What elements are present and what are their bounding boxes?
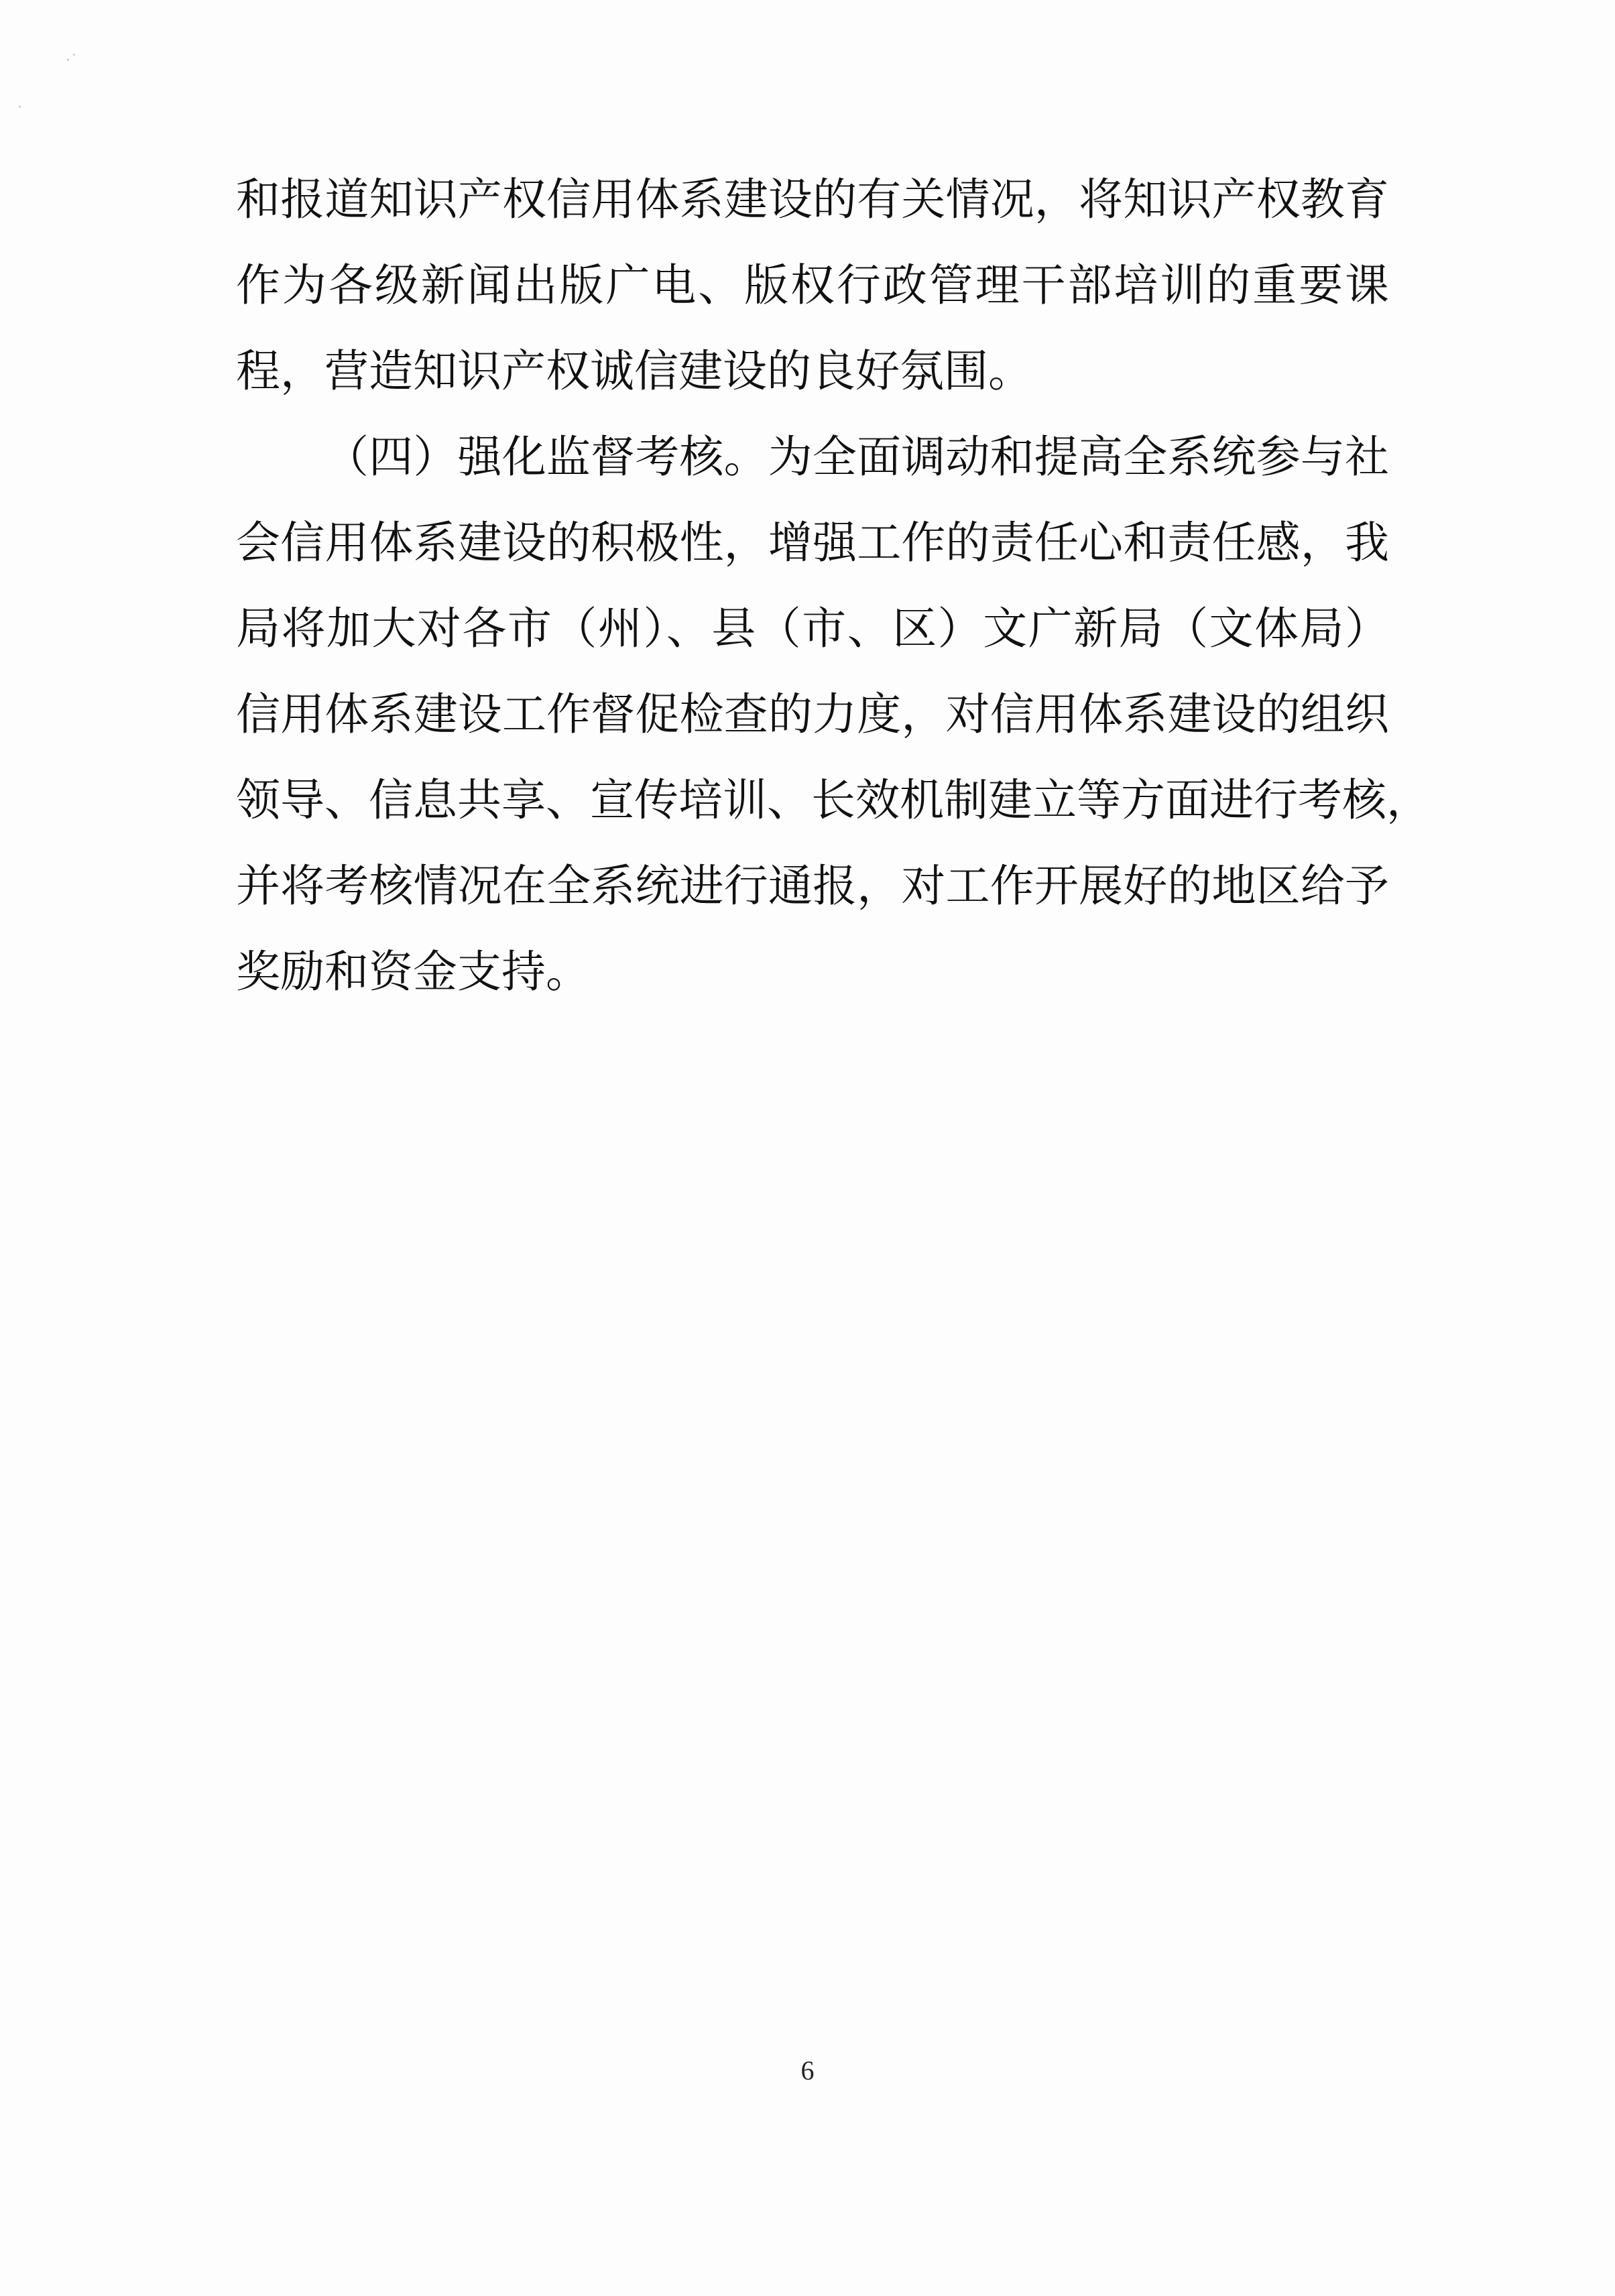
text-line: 并将考核情况在全系统进行通报，对工作开展好的地区给予: [236, 860, 1389, 912]
text-line: 会信用体系建设的积极性，增强工作的责任心和责任感，我: [236, 517, 1389, 568]
scan-speck: ·˙: [66, 52, 78, 69]
text-line: 信用体系建设工作督促检查的力度，对信用体系建设的组织: [236, 688, 1389, 740]
text-line: 程，营造知识产权诚信建设的良好氛围。: [236, 345, 1032, 397]
text-line: 领导、信息共享、宣传培训、长效机制建立等方面进行考核，: [236, 774, 1431, 826]
text-line: 和报道知识产权信用体系建设的有关情况，将知识产权教育: [236, 174, 1389, 225]
page-number: 6: [800, 2055, 815, 2086]
text-line: 作为各级新闻出版广电、版权行政管理干部培训的重要课: [236, 259, 1389, 311]
text-line: 奖励和资金支持。: [236, 946, 590, 998]
scan-speck: ·: [17, 99, 22, 116]
body-text: [236, 157, 1431, 1015]
text-line: 局将加大对各市（州）、县（市、区）文广新局（文体局）: [236, 603, 1389, 654]
section-heading-line: （四）强化监督考核。为全面调动和提高全系统参与社: [324, 431, 1389, 483]
